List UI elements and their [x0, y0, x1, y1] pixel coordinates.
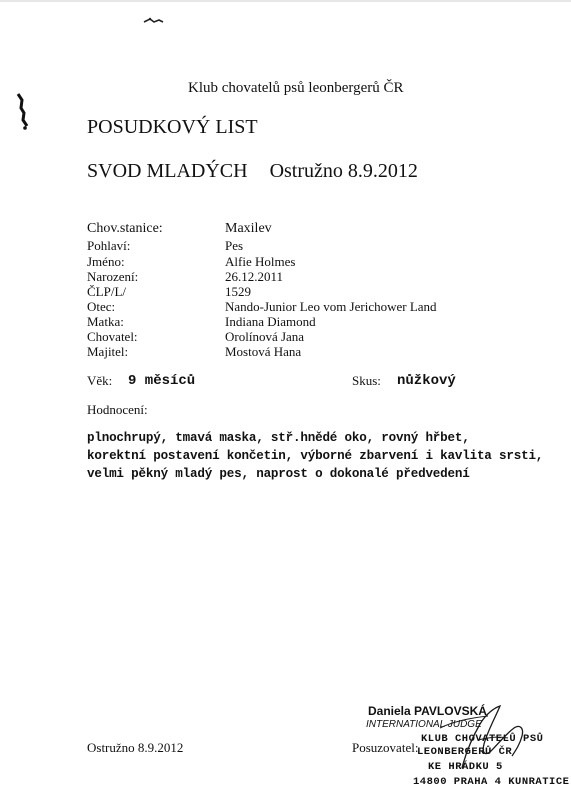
field-value-birth: 26.12.2011: [225, 269, 284, 284]
judge-label: Posuzovatel:: [352, 740, 419, 755]
age-value: 9 měsíců: [128, 373, 196, 389]
evaluation-line-2: korektní postavení končetin, výborné zbarvení i kavlita srsti,: [87, 449, 544, 463]
bite-label: Skus:: [352, 373, 381, 388]
evaluation-label: Hodnocení:: [87, 402, 148, 417]
field-label-breeder: Chovatel:: [87, 329, 138, 344]
evaluation-line-1: plnochrupý, tmavá maska, stř.hnědé oko, rovný hřbet,: [87, 431, 470, 445]
event-place-date: Ostružno 8.9.2012: [269, 160, 418, 182]
field-label-name: Jméno:: [87, 254, 125, 269]
club-name: Klub chovatelů psů leonbergerů ČR: [188, 80, 404, 96]
scan-artifact-left: [0, 0, 40, 140]
footer-place-date: Ostružno 8.9.2012: [87, 740, 184, 755]
field-value-registry: 1529: [225, 284, 251, 299]
field-label-birth: Narození:: [87, 269, 139, 284]
field-value-name: Alfie Holmes: [225, 254, 296, 269]
field-value-owner: Mostová Hana: [225, 344, 302, 359]
field-value-breeder: Orolínová Jana: [225, 329, 305, 344]
field-label-sire: Otec:: [87, 299, 116, 314]
stamp-line-1: KLUB CHOVATELŮ PSŮ: [421, 733, 544, 745]
field-label-owner: Majitel:: [87, 344, 129, 359]
field-value-kennel: Maxilev: [225, 221, 272, 236]
bite-value: nůžkový: [397, 373, 456, 389]
field-value-dam: Indiana Diamond: [225, 314, 316, 329]
stamp-line-3: KE HRÁDKU 5: [428, 761, 503, 773]
age-label: Věk:: [87, 373, 113, 388]
sheet-title: POSUDKOVÝ LIST: [87, 116, 258, 138]
field-value-sire: Nando-Junior Leo vom Jerichower Land: [225, 299, 437, 314]
field-value-sex: Pes: [225, 238, 244, 253]
field-label-dam: Matka:: [87, 314, 124, 329]
scan-artifact-top: [0, 0, 571, 30]
field-label-registry: ČLP/L/: [87, 284, 127, 299]
stamp-line-2: LEONBERGERŮ ČR: [417, 746, 513, 758]
event-heading: [87, 160, 418, 183]
field-label-kennel: Chov.stanice:: [87, 221, 163, 236]
event-name: SVOD MLADÝCH: [87, 160, 248, 182]
field-label-sex: Pohlaví:: [87, 238, 131, 253]
judge-title-stamp: INTERNATIONAL JUDGE: [366, 719, 482, 730]
stamp-line-4: 14800 PRAHA 4 KUNRATICE: [413, 776, 570, 788]
evaluation-line-3: velmi pěkný mladý pes, naprost o dokonalé předvedení: [87, 467, 470, 481]
judge-name-stamp: Daniela PAVLOVSKÁ: [368, 704, 487, 718]
